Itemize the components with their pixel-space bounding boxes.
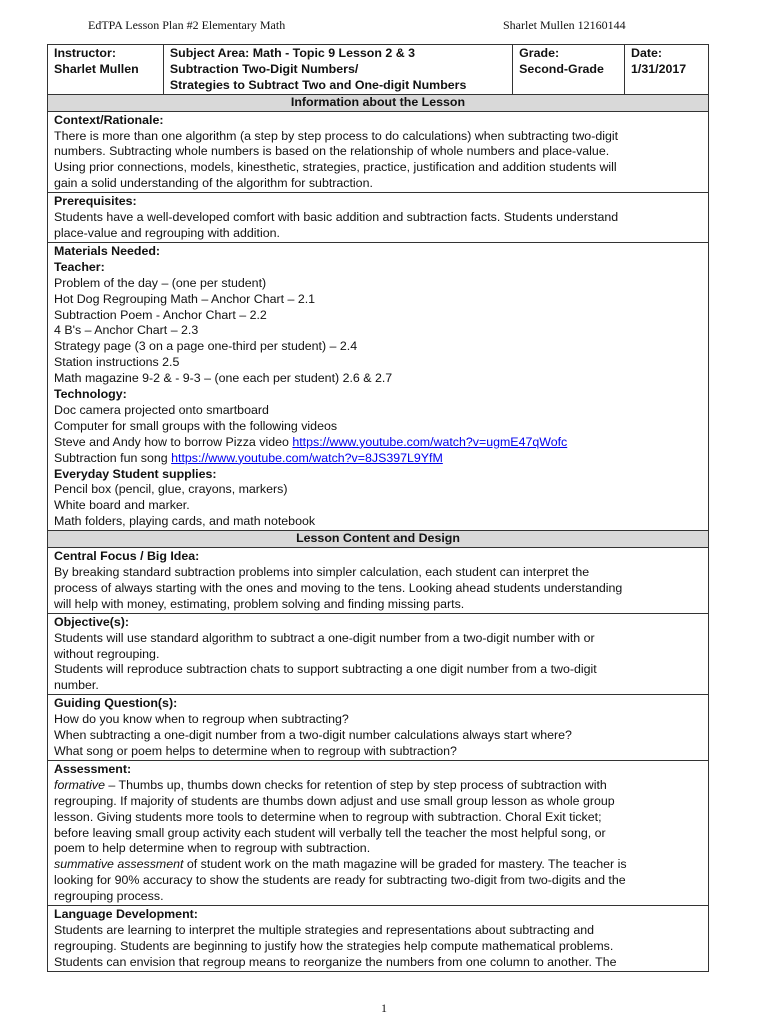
material-item: Problem of the day – (one per student) (54, 275, 267, 290)
subject-line: Strategies to Subtract Two and One-digit Numbers (169, 77, 467, 92)
instructor-name: Sharlet Mullen (54, 61, 139, 76)
central-focus-section (48, 548, 709, 614)
summative-text: of student work on the math magazine will be graded for mastery. The teacher is (183, 857, 627, 872)
section-band-content: Lesson Content and Design (48, 531, 709, 548)
page-number: 1 (381, 1001, 387, 1015)
prerequisites-section (48, 193, 709, 243)
text-line: When subtracting a one-digit number from a two-digit number calculations always start where? (54, 728, 572, 743)
material-item: 4 B's – Anchor Chart – 2.3 (54, 323, 199, 338)
section-heading: Objective(s): (54, 614, 130, 629)
text-line: Students will use standard algorithm to subtract a one-digit number from a two-digit number with or (54, 630, 595, 645)
guiding-questions-section (48, 695, 709, 761)
text-line: Students have a well-developed comfort with basic addition and subtraction facts. Students understand (54, 210, 619, 225)
text-line: looking for 90% accuracy to show the students are ready for subtracting two-digit from two-digits and the (54, 873, 626, 888)
subsection-heading: Teacher: (54, 259, 105, 274)
video-title: Steve and Andy how to borrow Pizza video (54, 434, 293, 449)
running-header-author: Sharlet Mullen 12160144 (503, 18, 626, 32)
text-line: Students will reproduce subtraction chats to support subtracting a one digit number from a two-digit (54, 662, 597, 677)
text-line: regrouping process. (54, 889, 164, 904)
date-value: 1/31/2017 (631, 61, 687, 76)
video-link[interactable]: https://www.youtube.com/watch?v=8JS397L9YfM (171, 450, 443, 465)
material-item: Subtraction Poem - Anchor Chart – 2.2 (54, 307, 267, 322)
text-line: without regrouping. (54, 646, 160, 661)
text-line: gain a solid understanding of the algorithm for subtraction. (54, 176, 373, 191)
video-link[interactable]: https://www.youtube.com/watch?v=ugmE47qWofc (292, 434, 568, 449)
section-heading: Context/Rationale: (54, 112, 164, 127)
language-development-section (48, 906, 709, 972)
running-header-title: EdTPA Lesson Plan #2 Elementary Math (88, 18, 286, 32)
text-line: before leaving small group activity each student will verbally tell the teacher the most helpful song, or (54, 825, 606, 840)
formative-term: formative (54, 777, 105, 792)
context-section (48, 111, 709, 193)
text-line: What song or poem helps to determine when to regroup with subtraction? (54, 743, 457, 758)
text-line: place-value and regrouping with addition. (54, 225, 280, 240)
date-label: Date: (631, 46, 663, 60)
grade-cell (513, 45, 625, 95)
text-line: lesson. Giving students more tools to determine when to regroup with subtraction. Choral Exit ticket; (54, 809, 602, 824)
subject-cell (163, 45, 512, 95)
video-item (54, 451, 702, 467)
text-line: regrouping. Students are beginning to justify how the strategies help compute mathematical problems. (54, 938, 614, 953)
supply-item: Pencil box (pencil, glue, crayons, markers) (54, 482, 288, 497)
instructor-cell (48, 45, 164, 95)
section-heading: Assessment: (54, 761, 132, 776)
material-item: Math magazine 9-2 & - 9-3 – (one each per student) 2.6 & 2.7 (54, 371, 393, 386)
grade-label: Grade: (519, 46, 560, 60)
text-line: will help with money, estimating, problem solving and finding missing parts. (54, 596, 465, 611)
section-heading: Guiding Question(s): (54, 696, 178, 711)
text-line: numbers. Subtracting whole numbers is based on the relationship of whole numbers and place-value. (54, 144, 610, 159)
assessment-section (48, 760, 709, 905)
text-line: By breaking standard subtraction problems into simpler calculation, each student can interpret the (54, 565, 590, 579)
section-band-information: Information about the Lesson (48, 94, 709, 111)
text-line: number. (54, 678, 99, 693)
subsection-heading: Everyday Student supplies: (54, 466, 217, 481)
material-item: Station instructions 2.5 (54, 355, 180, 370)
material-item: Strategy page (3 on a page one-third per student) – 2.4 (54, 339, 358, 354)
text-line (54, 857, 702, 873)
text-line (54, 778, 702, 794)
text-line: regrouping. If majority of students are thumbs down adjust and use small group lesson as whole group (54, 793, 615, 808)
video-item (54, 435, 702, 451)
text-line: Students are learning to interpret the multiple strategies and representations about subtracting and (54, 922, 595, 937)
date-cell (625, 45, 709, 95)
section-heading: Prerequisites: (54, 194, 137, 209)
supply-item: White board and marker. (54, 498, 190, 513)
subject-line: Subject Area: Math - Topic 9 Lesson 2 & 3 (169, 46, 415, 60)
summative-term: summative assessment (54, 857, 184, 872)
grade-value: Second-Grade (519, 61, 604, 76)
lesson-plan-table (47, 44, 709, 972)
tech-item: Doc camera projected onto smartboard (54, 402, 269, 417)
text-line: Students can envision that regroup means to reorganize the numbers from one column to another. The (54, 954, 617, 969)
materials-section (48, 242, 709, 530)
text-line: poem to help determine when to regroup with subtraction. (54, 841, 371, 856)
material-item: Hot Dog Regrouping Math – Anchor Chart – 2.1 (54, 291, 316, 306)
tech-item: Computer for small groups with the following videos (54, 418, 338, 433)
objectives-section (48, 613, 709, 695)
video-title: Subtraction fun song (54, 450, 172, 465)
subject-line: Subtraction Two-Digit Numbers/ (169, 61, 359, 76)
text-line: process of always starting with the ones and moving to the tens. Looking ahead students understanding (54, 580, 623, 595)
text-line: Using prior connections, models, kinesthetic, strategies, practice, justification and addition students will (54, 160, 617, 175)
section-heading: Central Focus / Big Idea: (54, 549, 200, 564)
subsection-heading: Technology: (54, 387, 127, 402)
supply-item: Math folders, playing cards, and math notebook (54, 514, 316, 529)
section-heading: Language Development: (54, 907, 198, 922)
text-line: There is more than one algorithm (a step by step process to do calculations) when subtracting two-digit (54, 128, 619, 143)
text-line: How do you know when to regroup when subtracting? (54, 712, 349, 727)
formative-text: – Thumbs up, thumbs down checks for retention of step by step process of subtraction with (104, 777, 607, 792)
section-heading: Materials Needed: (54, 243, 161, 258)
instructor-label: Instructor: (54, 46, 116, 60)
info-row (48, 45, 709, 95)
